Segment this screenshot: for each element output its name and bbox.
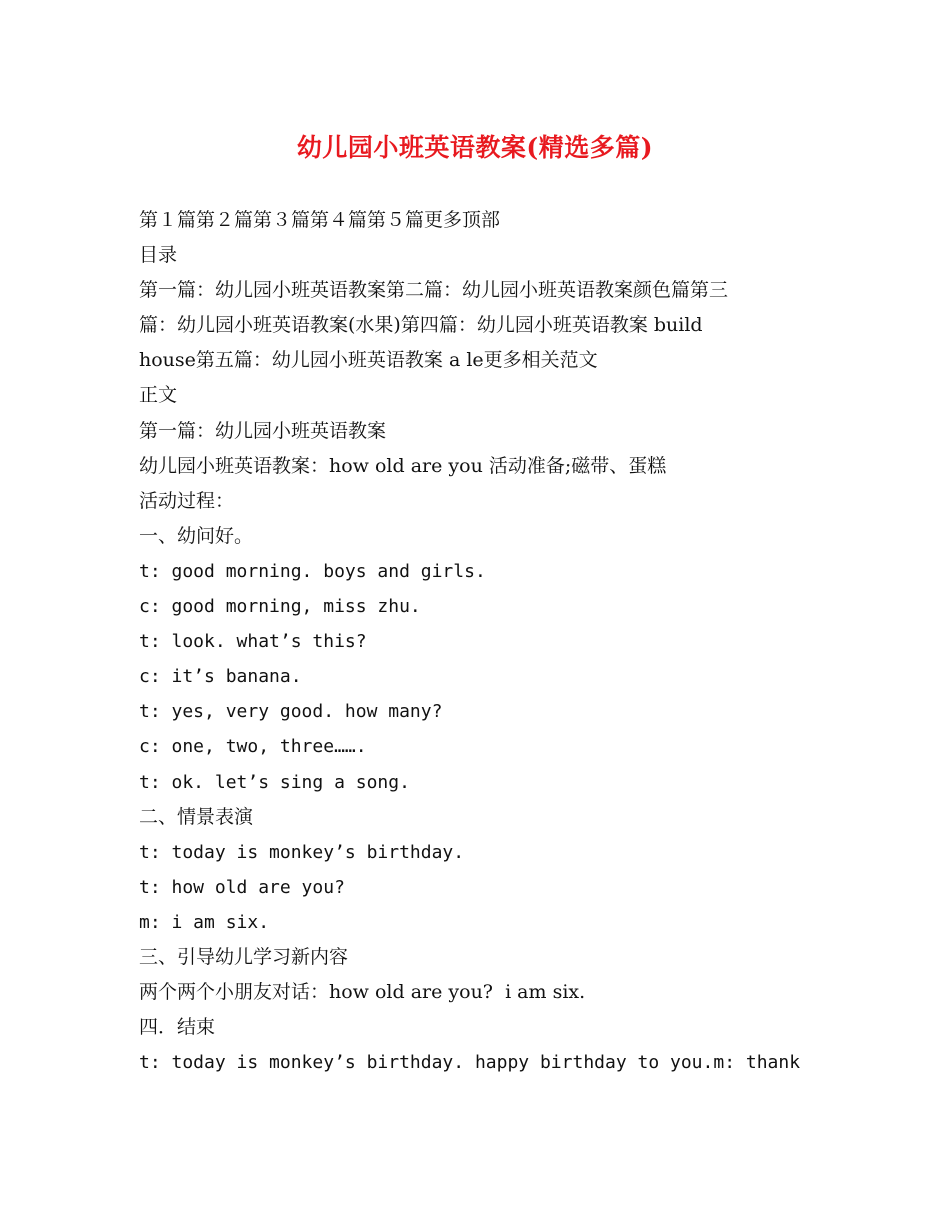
dialogue-line: t: yes, very good. how many? <box>139 701 443 723</box>
document-title: 幼儿园小班英语教案(精选多篇) <box>296 133 654 162</box>
toc-line-1: 第一篇：幼儿园小班英语教案第二篇：幼儿园小班英语教案颜色篇第三 <box>139 279 729 302</box>
document-body <box>139 203 819 1080</box>
step-heading: 一、幼问好。 <box>139 524 254 547</box>
step-heading: 四．结束 <box>139 1016 216 1039</box>
step-heading: 三、引导幼儿学习新内容 <box>139 945 349 968</box>
dialogue-line: t: ok. let’s sing a song. <box>139 771 410 793</box>
dialogue-line: m: i am six. <box>139 911 270 933</box>
toc-line-3: house第五篇：幼儿园小班英语教案 a le更多相关范文 <box>139 349 598 372</box>
dialogue-line: c: good morning, miss zhu. <box>139 596 421 618</box>
paragraph-line: 两个两个小朋友对话：how old are you? i am six. <box>139 981 586 1004</box>
dialogue-line: t: today is monkey’s birthday. <box>139 841 465 863</box>
body-heading: 正文 <box>139 384 178 407</box>
dialogue-line: t: good morning. boys and girls. <box>139 560 486 582</box>
section-heading: 第一篇：幼儿园小班英语教案 <box>139 419 387 442</box>
dialogue-line: c: it’s banana. <box>139 666 302 688</box>
dialogue-line: c: one, two, three……. <box>139 736 367 758</box>
paragraph-line: 活动过程： <box>139 489 235 512</box>
toc-nav-line: 第１篇第２篇第３篇第４篇第５篇更多顶部 <box>139 209 501 231</box>
dialogue-line: t: look. what’s this? <box>139 631 367 653</box>
dialogue-line: t: today is monkey’s birthday. happy birthday to you.m: thank <box>139 1052 801 1074</box>
toc-heading: 目录 <box>139 244 178 267</box>
step-heading: 二、情景表演 <box>139 805 254 828</box>
paragraph-line: 幼儿园小班英语教案：how old are you 活动准备;磁带、蛋糕 <box>139 454 667 477</box>
dialogue-line: t: how old are you? <box>139 876 345 898</box>
toc-line-2: 篇：幼儿园小班英语教案(水果)第四篇：幼儿园小班英语教案 build <box>139 314 703 337</box>
